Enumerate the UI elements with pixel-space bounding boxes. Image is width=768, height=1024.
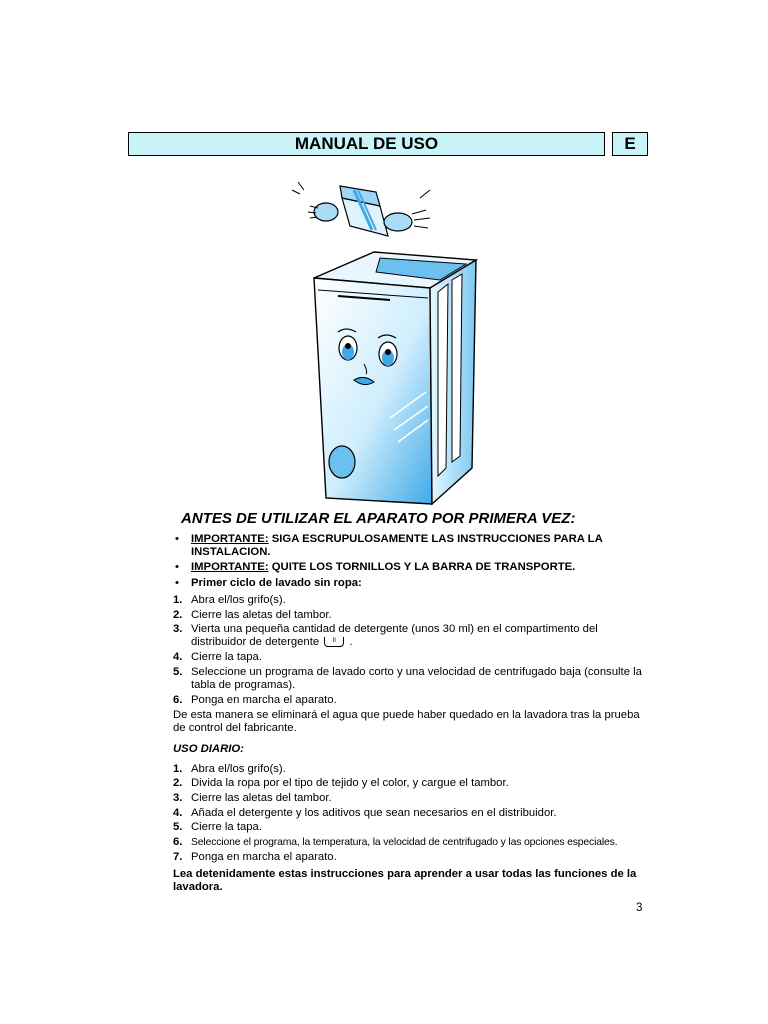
step-number: 6. xyxy=(173,836,183,849)
step-text: Ponga en marcha el aparato. xyxy=(191,850,337,863)
list-item-text: QUITE LOS TORNILLOS Y LA BARRA DE TRANSPORTE. xyxy=(268,561,576,574)
detergent-compartment-icon: II xyxy=(324,637,344,647)
daily-use-steps xyxy=(173,763,648,864)
washing-machine-illustration xyxy=(280,168,480,508)
list-item xyxy=(173,777,648,790)
step-text: Vierta una pequeña cantidad de detergente (unos 30 ml) en el compartimento del distribuidor de detergente xyxy=(191,623,598,649)
list-item xyxy=(173,533,648,559)
list-item xyxy=(173,821,648,834)
list-item xyxy=(173,836,648,849)
manufacturer-note: De esta manera se eliminará el agua que puede haber quedado en la lavadora tras la prueba de control del fabricante. xyxy=(173,708,640,735)
list-item xyxy=(173,666,648,692)
language-code: E xyxy=(624,134,636,153)
manual-title-bar xyxy=(128,132,605,156)
step-text: Ponga en marcha el aparato. xyxy=(191,693,337,706)
section-title: ANTES DE UTILIZAR EL APARATO POR PRIMERA VEZ: xyxy=(181,510,576,527)
list-item xyxy=(173,609,648,622)
list-item xyxy=(173,807,648,820)
instructions-content xyxy=(173,510,648,894)
reading-hands-icon xyxy=(292,182,430,236)
step-text: Cierre las aletas del tambor. xyxy=(191,608,332,621)
step-number: 7. xyxy=(173,850,183,863)
step-text: Cierre las aletas del tambor. xyxy=(191,791,332,804)
step-number: 3. xyxy=(173,791,183,804)
daily-use-title: USO DIARIO: xyxy=(173,743,244,756)
important-label: IMPORTANTE: xyxy=(191,561,269,574)
step-text: Seleccione un programa de lavado corto y una velocidad de centrifugado baja (consulte la tabla de programas). xyxy=(191,665,642,692)
step-number: 4. xyxy=(173,806,183,819)
step-number: 3. xyxy=(173,623,183,636)
step-text-tail: . xyxy=(346,636,353,649)
step-text: Añada el detergente y los aditivos que sean necesarios en el distribuidor. xyxy=(191,806,557,819)
step-text: Divida la ropa por el tipo de tejido y el color, y cargue el tambor. xyxy=(191,777,509,790)
list-item xyxy=(173,763,648,776)
step-number: 4. xyxy=(173,651,183,664)
list-item xyxy=(173,577,648,590)
step-number: 1. xyxy=(173,593,183,606)
step-number: 1. xyxy=(173,762,183,775)
important-label: IMPORTANTE: xyxy=(191,533,269,545)
step-text: Abra el/los grifo(s). xyxy=(191,762,286,775)
list-item-text: SIGA ESCRUPULOSAMENTE LAS INSTRUCCIONES PARA LA INSTALACION. xyxy=(191,533,603,559)
list-item xyxy=(173,851,648,864)
step-number: 5. xyxy=(173,821,183,834)
list-item xyxy=(173,561,648,574)
list-item xyxy=(173,694,648,707)
list-item xyxy=(173,594,648,607)
step-number: 6. xyxy=(173,693,183,706)
first-cycle-steps xyxy=(173,594,648,707)
list-item xyxy=(173,792,648,805)
important-list xyxy=(173,533,648,590)
step-number: 2. xyxy=(173,777,183,790)
step-number: 2. xyxy=(173,608,183,621)
step-text: Abra el/los grifo(s). xyxy=(191,593,286,606)
page-title: MANUAL DE USO xyxy=(294,134,439,153)
list-item-text: Primer ciclo de lavado sin ropa: xyxy=(191,576,362,589)
language-badge xyxy=(612,132,648,156)
list-item xyxy=(173,651,648,664)
step-number: 5. xyxy=(173,665,183,678)
list-item xyxy=(173,623,648,649)
closing-note: Lea detenidamente estas instrucciones para aprender a usar todas las funciones de la lavadora. xyxy=(173,867,637,894)
step-text: Cierre la tapa. xyxy=(191,821,262,834)
step-text: Seleccione el programa, la temperatura, la velocidad de centrifugado y las opciones especiales. xyxy=(191,837,618,849)
page-number: 3 xyxy=(636,902,643,914)
step-text: Cierre la tapa. xyxy=(191,651,262,664)
